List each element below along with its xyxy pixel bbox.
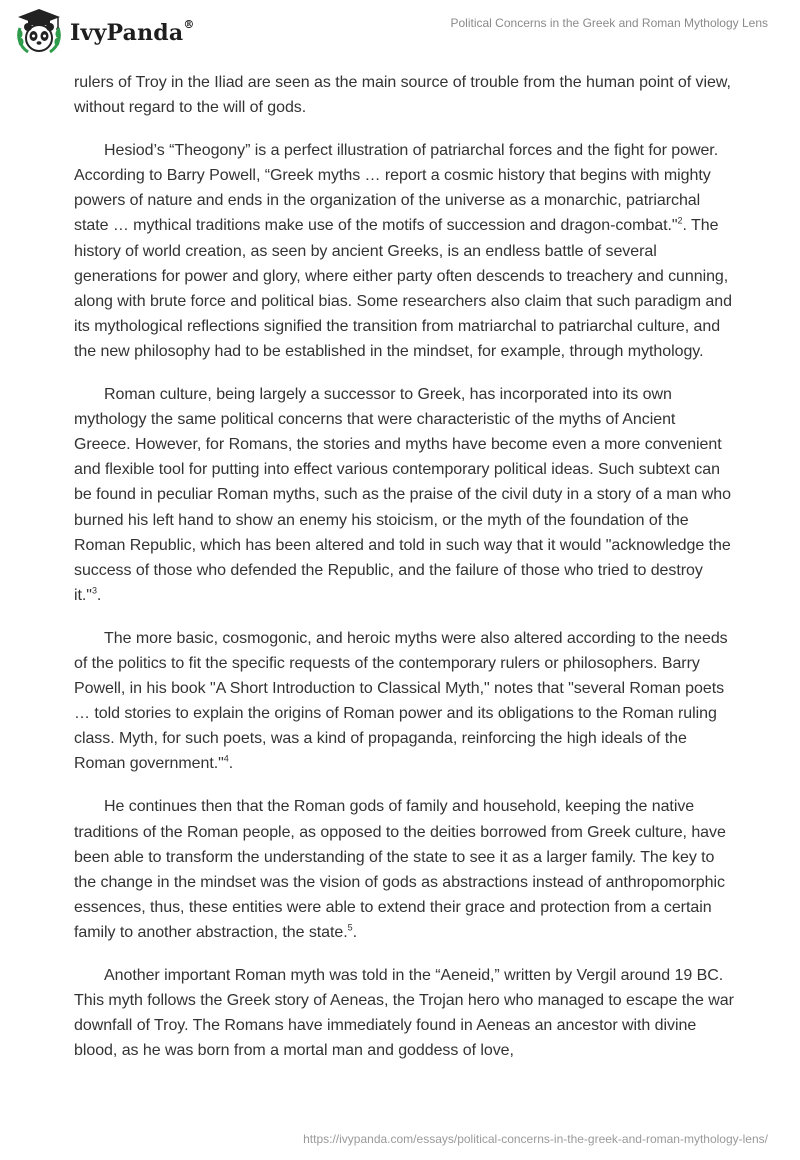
paragraph-2 (74, 138, 734, 364)
footnote-ref-4[interactable]: 4 (223, 754, 229, 765)
page-header (0, 0, 800, 62)
paragraph-3-tail: . (96, 586, 102, 604)
paragraph-6: Another important Roman myth was told in the “Aeneid,” written by Vergil around 19 BC. This myth follows the Greek story of Aeneas, the Trojan hero who managed to escape the war downfall of Troy. The Romans have immediately found in Aeneas an ancestor with divine blood, as he was born from a mortal man and goddess of love, (74, 967, 734, 1060)
paragraph-2-text: Hesiod’s “Theogony” is a perfect illustration of patriarchal forces and the fight for power. According to Barry Powell, “Greek myths … report a cosmic history that begins with mighty powers of nature and ends in the organization of the universe as a monarchic, patriarchal state … mythical traditions make use of the motifs of succession and dragon-combat." (74, 142, 719, 235)
paragraph-4-tail: . (228, 755, 234, 773)
paragraph-5-tail: . (352, 923, 358, 941)
essay-content (74, 70, 734, 1081)
paragraph-3-text: Roman culture, being largely a successor to Greek, has incorporated into its own mythology the same political concerns that were characteristic of the myths of Ancient Greece. However, for Romans, the stories and myths have become even a more convenient and flexible tool for putting into effect various contemporary political ideas. Such subtext can be found in peculiar Roman myths, such as the praise of the civil duty in a story of a man who burned his left hand to show an enemy his stoicism, or the myth of the foundation of the Roman Republic, which has been altered and told in such way that it would "acknowledge the success of those who defended the Republic, and the failure of those who tried to destroy it." (74, 386, 731, 604)
registered-mark: ® (183, 18, 195, 31)
paragraph-5-text: He continues then that the Roman gods of family and household, keeping the native traditions of the Roman people, as opposed to the deities borrowed from Greek culture, have been able to transform the understanding of the state to see it as a larger family. The key to the change in the mindset was the vision of gods as abstractions instead of anthropomorphic essences, thus, these entities were able to extend their grace and protection from a certain family to another abstraction, the state. (74, 798, 726, 941)
brand-name: IvyPanda® (70, 18, 195, 46)
paragraph-4 (74, 626, 734, 777)
document-title: Political Concerns in the Greek and Roman Mythology Lens (450, 16, 768, 30)
brand-logo[interactable] (14, 6, 195, 56)
footnote-ref-5[interactable]: 5 (347, 922, 353, 933)
footnote-ref-2[interactable]: 2 (677, 216, 683, 227)
panda-graduate-logo-icon (14, 6, 64, 56)
paragraph-2-tail: . The history of world creation, as seen by ancient Greeks, is an endless battle of several generations for power and glory, where either party often descends to treachery and cunning, along with brute force and political bias. Some researchers also claim that such paradigm and its mythological reflections signified the transition from matriarchal to patriarchal culture, and the new philosophy had to be established in the mindset, for example, through mythology. (74, 217, 732, 360)
paragraph-1: rulers of Troy in the Iliad are seen as the main source of trouble from the human point of view, without regard to the will of gods. (74, 74, 731, 117)
paragraph-5 (74, 794, 734, 945)
paragraph-4-text: The more basic, cosmogonic, and heroic myths were also altered according to the needs of the politics to fit the specific requests of the contemporary rulers or philosophers. Barry Powell, in his book "A Short Introduction to Classical Myth," notes that "several Roman poets … told stories to explain the origins of Roman power and its obligations to the Roman ruling class. Myth, for such poets, was a kind of propaganda, reinforcing the high ideals of the Roman government." (74, 629, 728, 773)
paragraph-3 (74, 382, 734, 608)
source-url[interactable]: https://ivypanda.com/essays/political-concerns-in-the-greek-and-roman-mythology-lens/ (303, 1132, 768, 1146)
footnote-ref-3[interactable]: 3 (91, 585, 97, 596)
